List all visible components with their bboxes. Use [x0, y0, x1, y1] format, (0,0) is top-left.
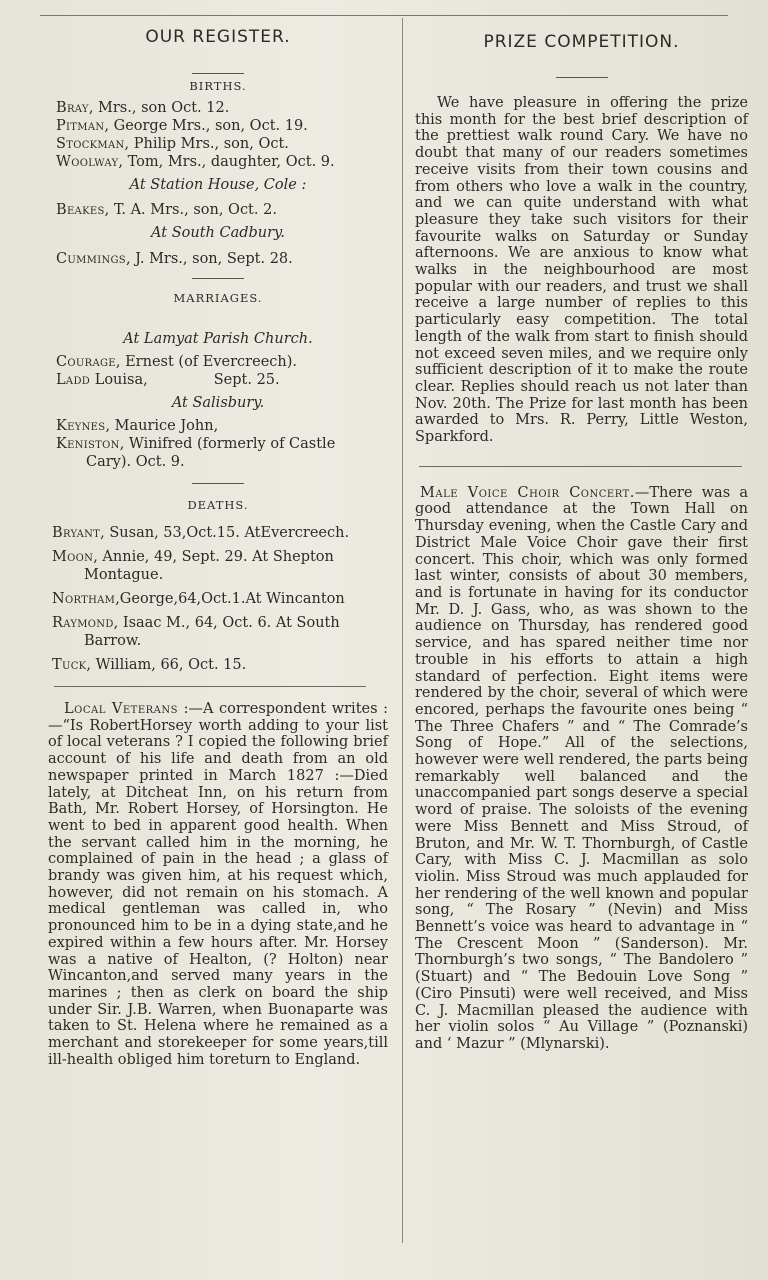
left-column: [48, 20, 388, 1068]
births-heading: BIRTHS.: [189, 79, 247, 93]
column-divider: [402, 18, 403, 1243]
right-column: [415, 20, 748, 1053]
births-list: [48, 99, 388, 171]
birth-entry: Cummings, J. Mrs., son, Sept. 28.: [56, 251, 293, 267]
deaths-heading: DEATHS.: [187, 498, 249, 512]
prize-header: PRIZE COMPETITION.: [483, 32, 680, 52]
short-rule: [192, 483, 244, 484]
place-heading: At South Cadbury.: [151, 225, 285, 241]
marriage-entry: Keynes, Maurice John,: [56, 418, 219, 434]
death-entry: Raymond, Isaac M., 64, Oct. 6. At South Barrow.: [52, 615, 340, 649]
short-rule: [556, 77, 608, 78]
birth-entry: Woolway, Tom, Mrs., daughter, Oct. 9.: [56, 154, 335, 170]
section-rule: [419, 466, 742, 467]
place-heading: At Station House, Cole :: [129, 177, 307, 193]
top-rule: [40, 15, 728, 16]
place-heading: At Lamyat Parish Church.: [123, 331, 313, 347]
death-entry: Tuck, William, 66, Oct. 15.: [52, 657, 247, 673]
birth-entry: Pitman, George Mrs., son, Oct. 19.: [56, 118, 308, 134]
marriages-heading: MARRIAGES.: [173, 291, 263, 305]
marriage-entry: Ladd Louisa, Sept. 25.: [56, 372, 280, 388]
prize-article: We have pleasure in offering the prize this month for the best brief description of the prettiest walk round Cary. We have no doubt that many of our readers sometimes receive visits from their town cousins and from others who love a walk in the country, and we can quite understand with what pleasure they take such visitors for their favourite walks on Saturday or Sunday afternoons. We are anxious to know what walks in the neighbourhood are most popular with our readers, and trust we shall receive a large number of replies to this particularly easy competition. The total length of the walk from start to finish should not exceed seven miles, and we require only sufficient description of it to make the route clear. Replies should reach us not later than Nov. 20th. The Prize for last month has been awarded to Mrs. R. Perry, Little Weston, Sparkford.: [415, 95, 748, 446]
short-rule: [192, 278, 244, 279]
birth-entry: Stockman, Philip Mrs., son, Oct.: [56, 136, 289, 152]
local-veterans-article: Local Veterans :—A correspondent writes :—“Is RobertHorsey worth adding to your list of local veterans ? I copied the following brief account of his life and death from an old newspaper printed in March 1827 :—Died lately, at Ditcheat Inn, on his return from Bath, Mr. Robert Horsey, of Horsington. He went to bed in apparent good health. When the servant called him in the morning, he complained of pain in the head ; a glass of brandy was given him, at his request which, however, did not remain on his stomach. A medical gentleman was called in, who pronounced him to be in a dying state,and he expired within a few hours after. Mr. Horsey was a native of Healton, (? Holton) near Wincanton,and served many years in the marines ; then as clerk on board the ship under Sir. J.B. Warren, when Buonaparte was taken to St. Helena where he remained as a merchant and storekeeper for some years,till ill-health obliged him toreturn to England.: [48, 701, 389, 1068]
section-rule: [54, 686, 366, 687]
register-header: OUR REGISTER.: [145, 27, 291, 47]
deaths-list: [48, 524, 388, 674]
death-entry: Moon, Annie, 49, Sept. 29. At Shepton Montague.: [52, 549, 334, 583]
death-entry: Northam,George,64,Oct.1.At Wincanton: [52, 591, 345, 607]
place-heading: At Salisbury.: [171, 395, 265, 411]
birth-entry: Beakes, T. A. Mrs., son, Oct. 2.: [56, 202, 277, 218]
death-entry: Bryant, Susan, 53,Oct.15. AtEvercreech.: [52, 525, 350, 541]
short-rule: [192, 73, 244, 74]
marriage-entry: Keniston, Winifred (formerly of Castle Cary). Oct. 9.: [56, 436, 336, 470]
marriage-entry: Courage, Ernest (of Evercreech).: [56, 354, 297, 370]
birth-entry: Bray, Mrs., son Oct. 12.: [56, 100, 230, 116]
choir-concert-article: Male Voice Choir Concert.—There was a good attendance at the Town Hall on Thursday evening, when the Castle Cary and District Male Voice Choir gave their first concert. This choir, which was only formed last winter, consists of about 30 members, and is fortunate in having for its conductor Mr. D. J. Gass, who, as was shown to the audience on Thursday, has rendered good service, and has spared neither time nor trouble in his efforts to attain a high standard of perfection. Eight items were rendered by the choir, several of which were encored, perhaps the favourite ones being “ The Three Chafers ” and “ The Comrade’s Song of Hope.” All of the selections, however were well rendered, the parts being remarkably well balanced and the unaccompanied part songs deserve a special word of praise. The soloists of the evening were Miss Bennett and Miss Stroud, of Bruton, and Mr. W. T. Thornburgh, of Castle Cary, with Miss C. J. Macmillan as solo violin. Miss Stroud was much applauded for her rendering of the well known and popular song, “ The Rosary ” (Nevin) and Miss Bennett’s voice was heard to advantage in “ The Crescent Moon ” (Sanderson). Mr. Thornburgh’s two songs, “ The Bandolero ” (Stuart) and “ The Bedouin Love Song ” (Ciro Pinsuti) were well received, and Miss C. J. Macmillan pleased the audience with her violin solos “ Au Village ” (Poznanski) and ‘ Mazur ” (Mlynarski).: [415, 484, 748, 1052]
